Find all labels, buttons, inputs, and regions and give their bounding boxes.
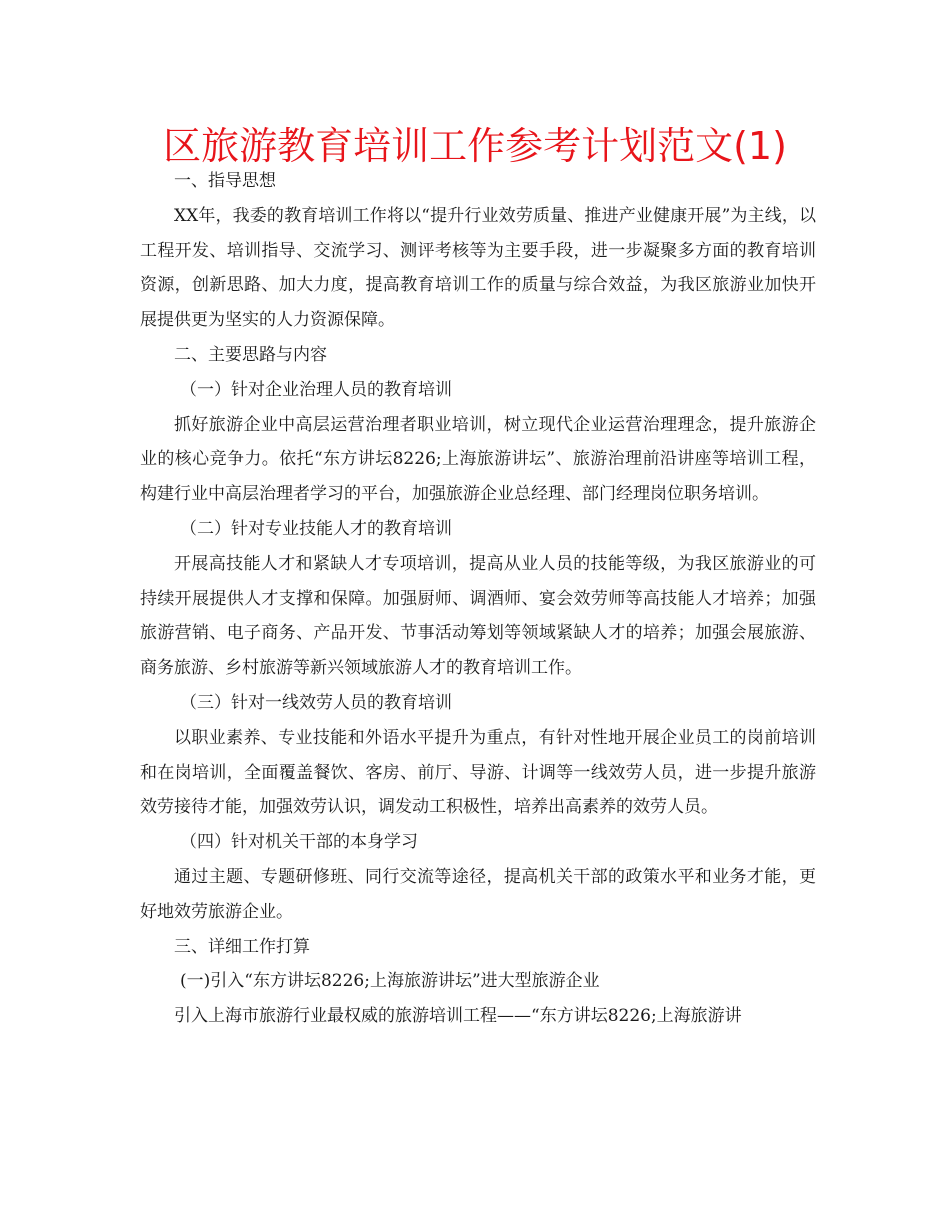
document-body (140, 164, 816, 1034)
subsection-heading: （三）针对一线效劳人员的教育培训 (180, 692, 452, 713)
section-heading: 三、详细工作打算 (174, 936, 310, 957)
body-paragraph: 以职业素养、专业技能和外语水平提升为重点，有针对性地开展企业员工的岗前培训和在岗培训，全面覆盖餐饮、客房、前厅、导游、计调等一线效劳人员，进一步提升旅游效劳接待才能，加强效劳认识，调发动工积极性，培养出高素养的效劳人员。 (140, 727, 816, 818)
body-paragraph: 通过主题、专题研修班、同行交流等途径，提高机关干部的政策水平和业务才能，更好地效劳旅游企业。 (140, 866, 816, 922)
body-paragraph: 开展高技能人才和紧缺人才专项培训，提高从业人员的技能等级，为我区旅游业的可持续开展提供人才支撑和保障。加强厨师、调酒师、宴会效劳师等高技能人才培养；加强旅游营销、电子商务、产品开发、节事活动筹划等领域紧缺人才的培养；加强会展旅游、商务旅游、乡村旅游等新兴领域旅游人才的教育培训工作。 (140, 553, 816, 679)
subsection-heading: (一)引入“东方讲坛8226;上海旅游讲坛”进大型旅游企业 (180, 971, 600, 992)
section-heading: 二、主要思路与内容 (174, 344, 327, 365)
body-paragraph: XX年，我委的教育培训工作将以“提升行业效劳质量、推进产业健康开展”为主线，以工程开发、培训指导、交流学习、测评考核等为主要手段，进一步凝聚多方面的教育培训资源，创新思路、加大力度，提高教育培训工作的质量与综合效益，为我区旅游业加快开展提供更为坚实的人力资源保障。 (140, 205, 816, 331)
document-title: 区旅游教育培训工作参考计划范文(1) (163, 124, 787, 168)
body-paragraph: 抓好旅游企业中高层运营治理者职业培训，树立现代企业运营治理理念，提升旅游企业的核心竞争力。依托“东方讲坛8226;上海旅游讲坛”、旅游治理前沿讲座等培训工程，构建行业中高层治理者学习的平台，加强旅游企业总经理、部门经理岗位职务培训。 (140, 414, 816, 505)
subsection-heading: （一）针对企业治理人员的教育培训 (180, 379, 452, 400)
subsection-heading: （二）针对专业技能人才的教育培训 (180, 518, 452, 539)
section-heading: 一、指导思想 (174, 171, 276, 191)
subsection-heading: （四）针对机关干部的本身学习 (180, 832, 418, 853)
body-paragraph: 引入上海市旅游行业最权威的旅游培训工程——“东方讲坛8226;上海旅游讲 (174, 1006, 742, 1027)
